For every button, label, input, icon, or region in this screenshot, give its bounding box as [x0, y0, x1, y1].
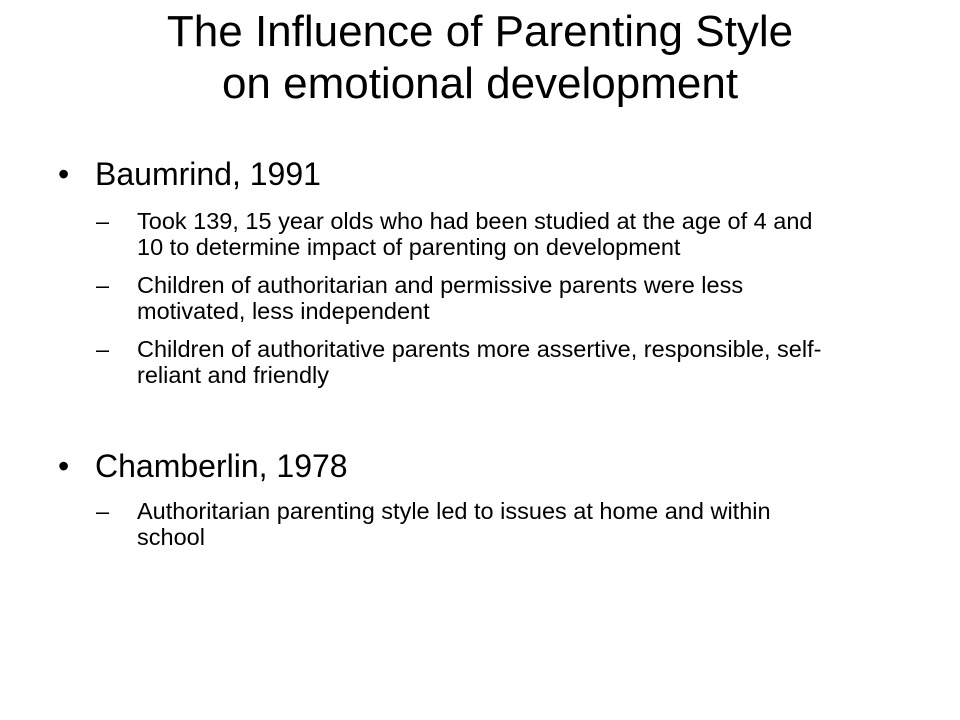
sub-bullet-text: Took 139, 15 year olds who had been studied at the age of 4 and 10 to determine impact of parenting on development: [137, 208, 813, 260]
sub-bullet: [0, 336, 837, 388]
title-line-2: on emotional development: [221, 59, 739, 108]
title-line-1: The Influence of Parenting Style: [166, 7, 794, 56]
slide-content: [0, 146, 960, 550]
sub-bullet: [0, 272, 837, 324]
dash-icon: –: [96, 336, 110, 362]
sub-bullet: [0, 498, 837, 550]
dash-icon: –: [96, 208, 110, 234]
bullet-icon: •: [58, 448, 70, 484]
dash-icon: –: [96, 498, 110, 524]
dash-icon: –: [96, 272, 110, 298]
sub-bullet: [0, 208, 837, 260]
bullet-baumrind: [0, 154, 875, 194]
slide-title: [60, 6, 900, 110]
bullet-icon: •: [58, 156, 70, 192]
bullet-heading: Baumrind, 1991: [95, 156, 321, 192]
sub-bullet-text: Authoritarian parenting style led to issues at home and within school: [137, 498, 771, 550]
sub-bullet-text: Children of authoritative parents more assertive, responsible, self-reliant and friendly: [137, 336, 822, 388]
bullet-chamberlin: [0, 446, 875, 486]
bullet-heading: Chamberlin, 1978: [95, 448, 348, 484]
sub-bullet-text: Children of authoritarian and permissive parents were less motivated, less independent: [137, 272, 744, 324]
